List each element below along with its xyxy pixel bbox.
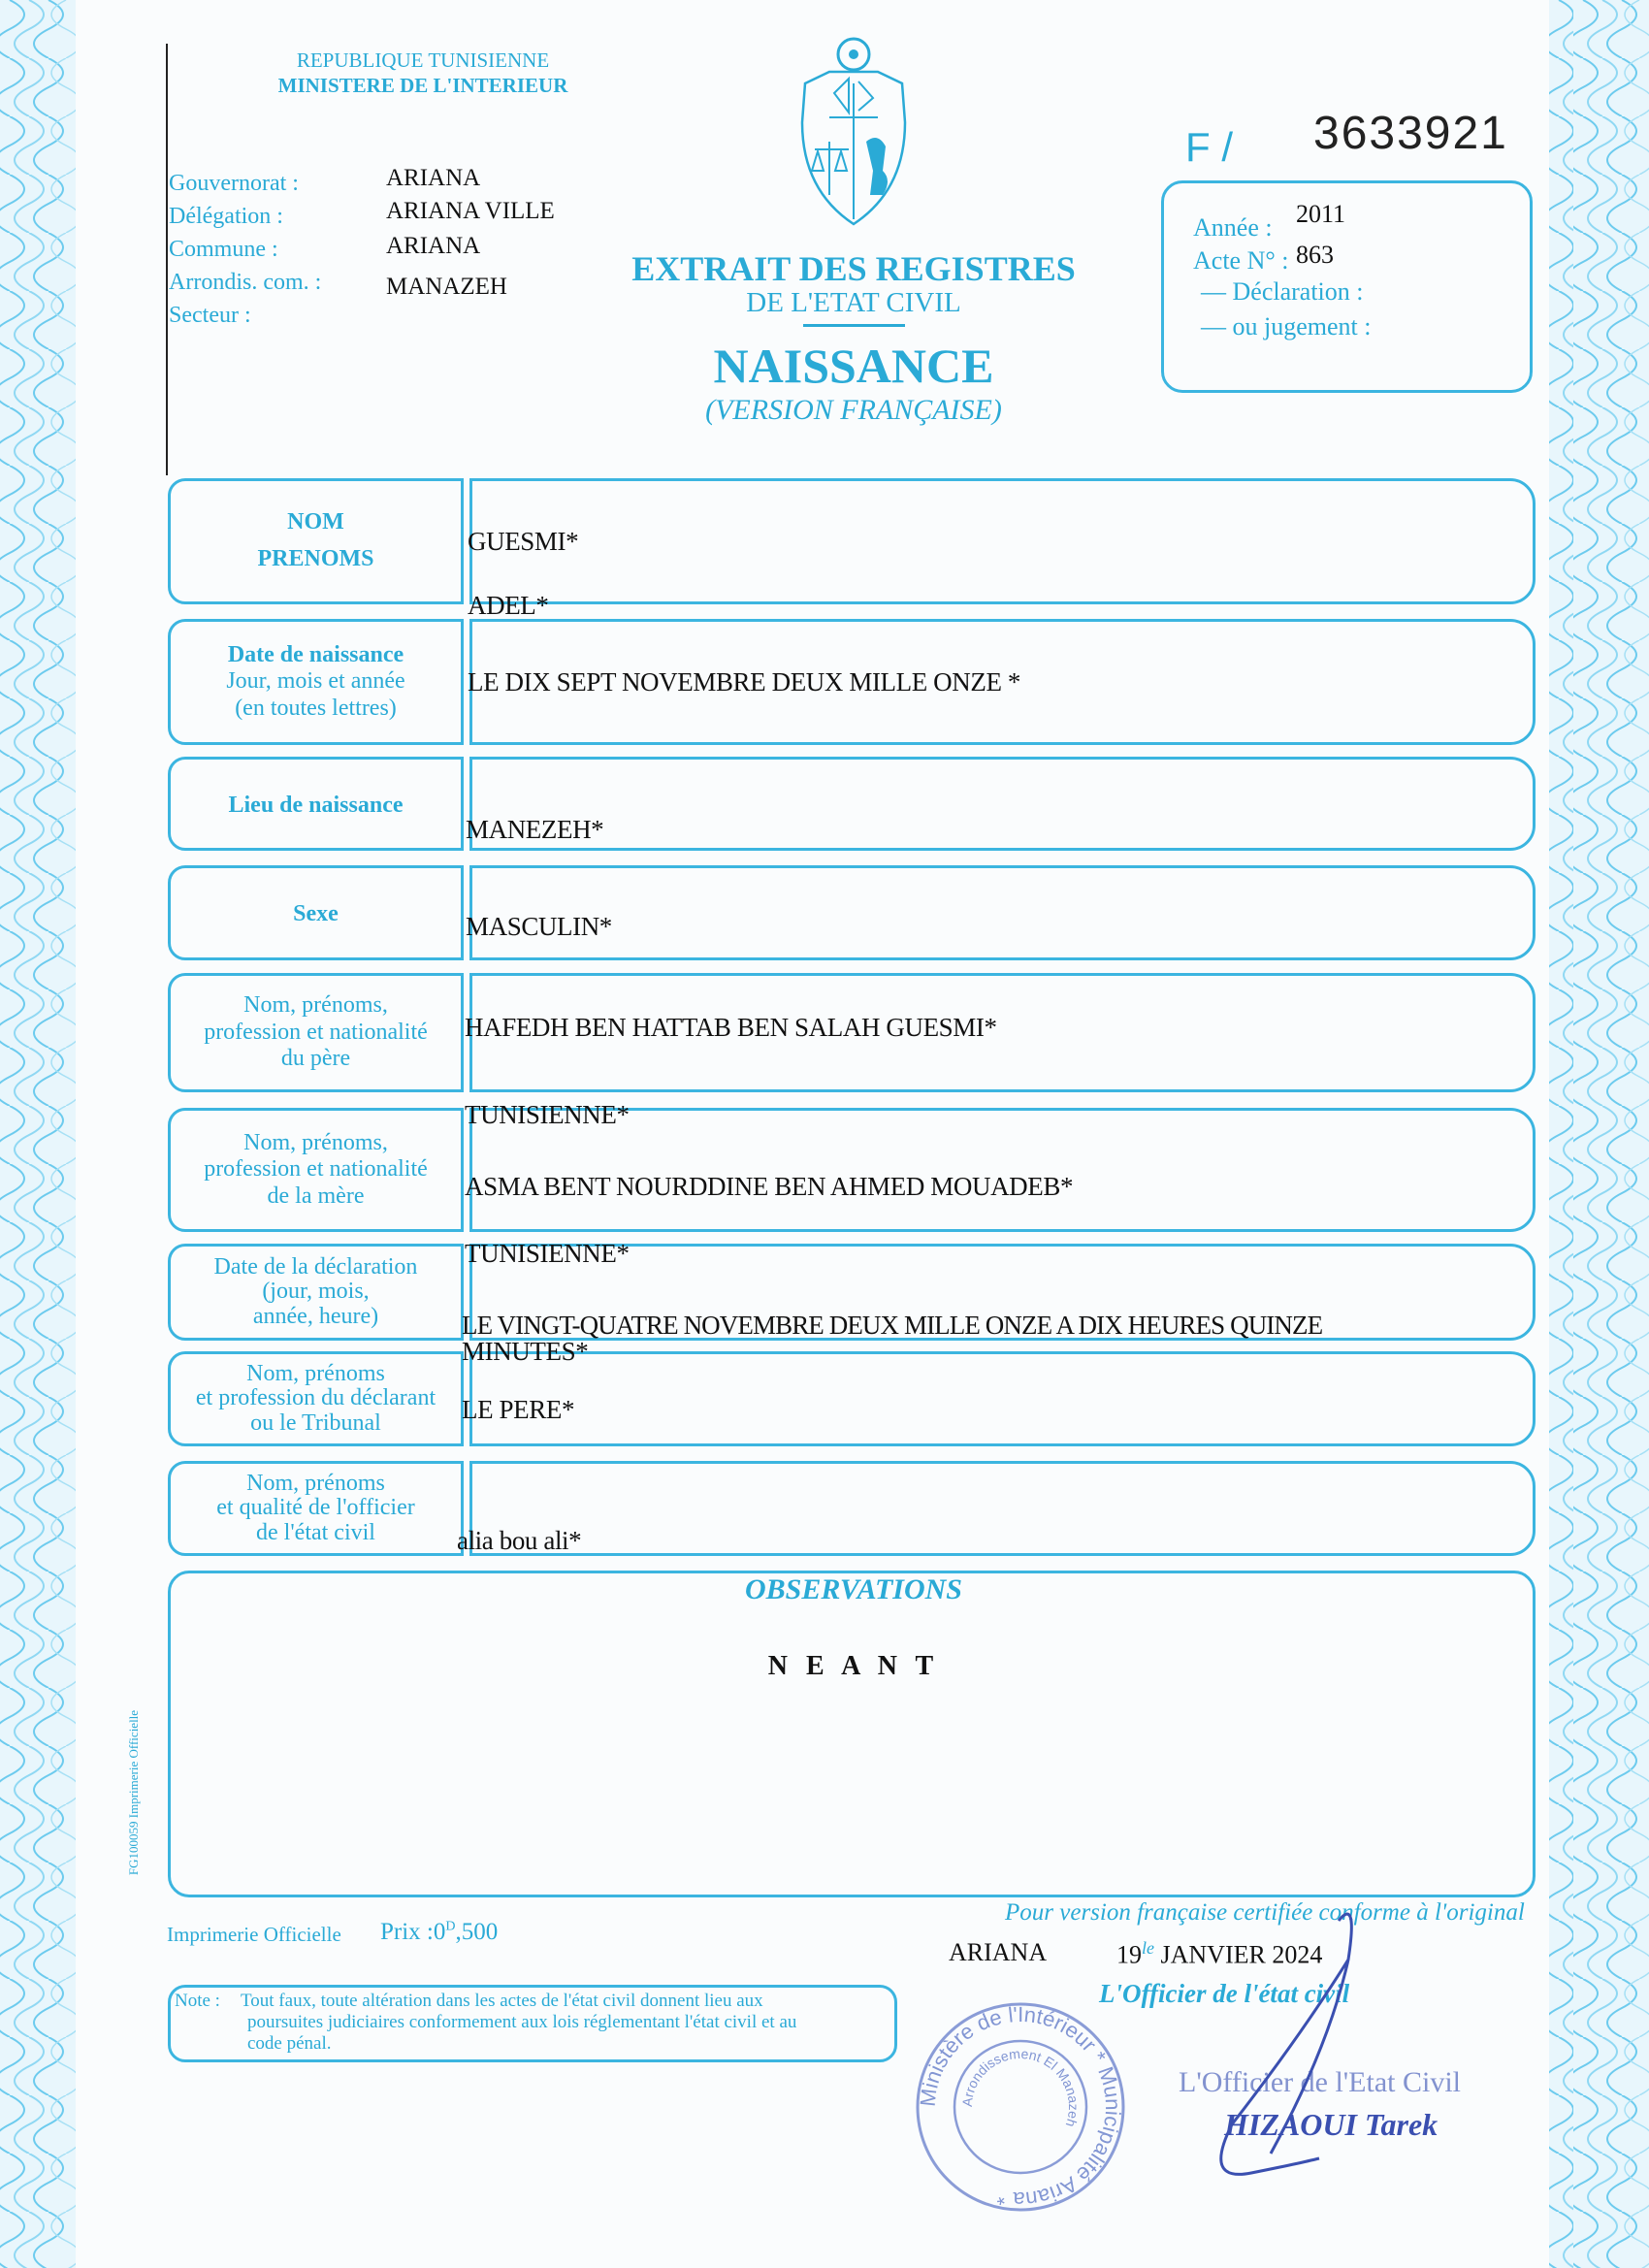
price-sup: D bbox=[445, 1919, 456, 1934]
serial-prefix: F / bbox=[1185, 124, 1233, 170]
price-suffix: ,500 bbox=[455, 1919, 499, 1945]
value-date-naissance: LE DIX SEPT NOVEMBRE DEUX MILLE ONZE * bbox=[468, 667, 1021, 697]
label-declaration bbox=[168, 1244, 464, 1341]
official-seal-stamp bbox=[912, 1998, 1130, 2217]
annee-label: Année : bbox=[1193, 213, 1273, 242]
commune-value: ARIANA bbox=[386, 233, 481, 259]
label-line: de la mère bbox=[267, 1183, 365, 1209]
label-line: et qualité de l'officier bbox=[216, 1495, 415, 1521]
title-etat-civil: DE L'ETAT CIVIL bbox=[746, 287, 961, 318]
label-declarant bbox=[168, 1351, 464, 1446]
gouvernorat-label: Gouvernorat : bbox=[169, 171, 299, 196]
label-line: de l'état civil bbox=[256, 1519, 375, 1545]
value-declarant: LE PERE* bbox=[462, 1395, 575, 1424]
label-line: profession et nationalité bbox=[204, 1156, 428, 1183]
coat-of-arms-icon bbox=[791, 35, 917, 229]
value-sexe: MASCULIN* bbox=[466, 912, 612, 941]
margin-line bbox=[166, 44, 168, 475]
date-rest: JANVIER 2024 bbox=[1160, 1940, 1323, 1969]
value-box bbox=[469, 865, 1536, 960]
gouvernorat-value: ARIANA bbox=[386, 165, 481, 191]
acte-value: 863 bbox=[1296, 241, 1334, 269]
signature bbox=[1193, 1901, 1406, 2192]
printer-label: Imprimerie Officielle bbox=[167, 1923, 341, 1946]
label-mere bbox=[168, 1108, 464, 1232]
value-box bbox=[469, 757, 1536, 851]
date-day: 19 bbox=[1116, 1940, 1142, 1969]
side-print-code: FG100059 Imprimerie Officielle bbox=[126, 1709, 141, 1876]
value-prenom: ADEL* bbox=[468, 591, 549, 620]
label-date-naissance bbox=[168, 619, 464, 745]
officer-title: L'Officier de l'état civil bbox=[1099, 1979, 1350, 2008]
value-officier: alia bou ali* bbox=[457, 1526, 582, 1555]
jugement-label: — ou jugement : bbox=[1201, 312, 1372, 340]
label-line: du père bbox=[280, 1046, 351, 1072]
label-officier bbox=[168, 1461, 464, 1556]
note-text: code pénal. bbox=[247, 2033, 332, 2054]
value-box bbox=[469, 1351, 1536, 1446]
delegation-label: Délégation : bbox=[169, 204, 283, 229]
value-nom: GUESMI* bbox=[468, 527, 579, 556]
arrondissement-label: Arrondis. com. : bbox=[169, 270, 322, 295]
label-line: Date de naissance bbox=[227, 641, 404, 667]
value-pere-nationality: TUNISIENNE* bbox=[465, 1100, 630, 1129]
label-line: Jour, mois et année bbox=[226, 668, 405, 695]
label-lieu: Lieu de naissance bbox=[168, 757, 464, 851]
observations-value: N E A N T bbox=[767, 1651, 940, 1681]
arrondissement-value: MANAZEH bbox=[386, 274, 507, 300]
value-box bbox=[469, 478, 1536, 604]
seal-outer-text: Ministère de l'Intérieur * Municipalité Ariana * bbox=[915, 2001, 1126, 2213]
label-line: ou le Tribunal bbox=[250, 1409, 381, 1436]
date-sup: le bbox=[1142, 1938, 1154, 1958]
label-nom-prenoms bbox=[168, 478, 464, 604]
value-pere: HAFEDH BEN HATTAB BEN SALAH GUESMI* bbox=[465, 1013, 997, 1042]
label-line: profession et nationalité bbox=[204, 1019, 428, 1045]
republic-label: REPUBLIQUE TUNISIENNE bbox=[296, 49, 550, 72]
label-line: (en toutes lettres) bbox=[235, 695, 397, 721]
guilloche-border-right bbox=[1549, 0, 1649, 2268]
acte-label: Acte N° : bbox=[1193, 246, 1289, 275]
label-line: année, heure) bbox=[252, 1303, 379, 1329]
value-declaration: LE VINGT-QUATRE NOVEMBRE DEUX MILLE ONZE A DIX HEURES QUINZE bbox=[462, 1311, 1323, 1340]
note-text: poursuites judiciaires conformement aux lois réglementant l'état civil et au bbox=[247, 2012, 797, 2032]
title-extrait: EXTRAIT DES REGISTRES bbox=[631, 249, 1076, 288]
note bbox=[175, 1991, 892, 2055]
declaration-label: — Déclaration : bbox=[1201, 277, 1364, 306]
label-line: Date de la déclaration bbox=[213, 1254, 418, 1280]
note-label: Note : bbox=[175, 1991, 220, 2011]
ministry-label: MINISTERE DE L'INTERIEUR bbox=[277, 74, 568, 97]
label-pere bbox=[168, 973, 464, 1092]
stamp-officer-name: HIZAOUI Tarek bbox=[1224, 2107, 1439, 2142]
price bbox=[380, 1919, 498, 1946]
value-mere: ASMA BENT NOURDDINE BEN AHMED MOUADEB* bbox=[465, 1172, 1074, 1201]
place: ARIANA bbox=[949, 1938, 1048, 1966]
price-prefix: Prix :0 bbox=[380, 1919, 446, 1945]
label-line: (jour, mois, bbox=[262, 1279, 370, 1305]
label-nom: NOM bbox=[287, 509, 344, 535]
note-line bbox=[175, 1991, 892, 2012]
value-declaration-cont: MINUTES* bbox=[462, 1337, 589, 1366]
commune-label: Commune : bbox=[169, 237, 278, 262]
label-line: Nom, prénoms, bbox=[243, 1129, 388, 1155]
label-prenoms: PRENOMS bbox=[257, 546, 374, 571]
seal-inner-text: Arrondissement El Manazeh bbox=[958, 2045, 1083, 2129]
observations-box bbox=[168, 1571, 1536, 1897]
value-box bbox=[469, 1461, 1536, 1556]
annee-value: 2011 bbox=[1296, 200, 1346, 228]
title-version: (VERSION FRANÇAISE) bbox=[705, 394, 1002, 426]
title-naissance: NAISSANCE bbox=[713, 339, 994, 393]
value-lieu: MANEZEH* bbox=[466, 815, 604, 844]
note-text: Tout faux, toute altération dans les actes de l'état civil donnent lieu aux bbox=[241, 1991, 763, 2011]
value-box bbox=[469, 1108, 1536, 1232]
label-sexe: Sexe bbox=[168, 865, 464, 960]
guilloche-border-left bbox=[0, 0, 76, 2268]
value-mere-nationality: TUNISIENNE* bbox=[465, 1239, 630, 1268]
secteur-label: Secteur : bbox=[169, 303, 251, 328]
title-divider bbox=[803, 324, 905, 327]
delegation-value: ARIANA VILLE bbox=[386, 198, 555, 224]
label-line: Nom, prénoms, bbox=[243, 992, 388, 1019]
label-line: et profession du déclarant bbox=[195, 1385, 436, 1411]
label-line: Nom, prénoms bbox=[246, 1471, 385, 1497]
label-line: Nom, prénoms bbox=[246, 1361, 385, 1387]
stamp-officer-title: L'Officier de l'Etat Civil bbox=[1179, 2066, 1462, 2098]
certified-statement: Pour version française certifiée conforme à l'original bbox=[1005, 1899, 1525, 1926]
serial-number: 3633921 bbox=[1313, 108, 1508, 159]
observations-title: OBSERVATIONS bbox=[745, 1573, 962, 1605]
